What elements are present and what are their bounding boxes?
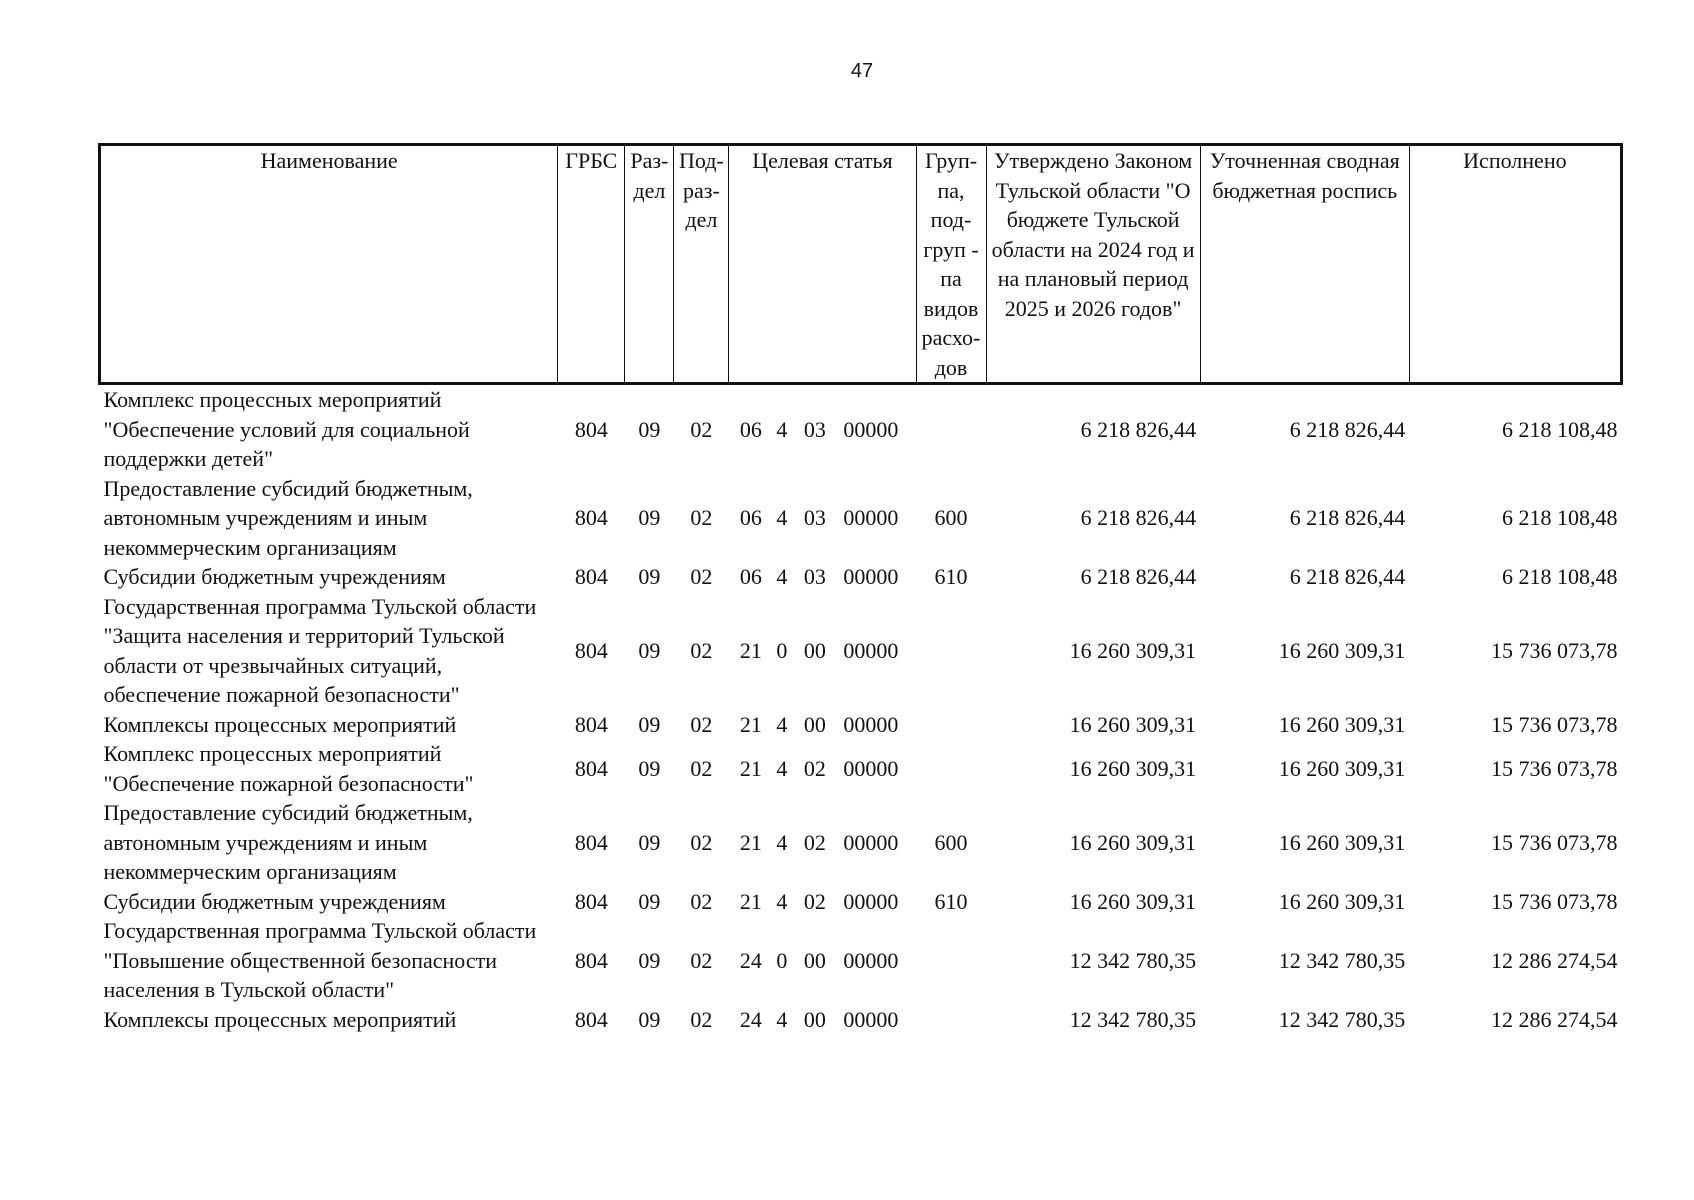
row-razdel: 09: [638, 829, 661, 855]
row-specified: 6 218 826,44: [1289, 564, 1406, 589]
row-approved: 16 260 309,31: [1069, 637, 1197, 663]
table-body: [100, 384, 1622, 1035]
row-specified: 16 260 309,31: [1278, 829, 1406, 855]
row-grbs: 804: [574, 505, 608, 530]
row-target-article: [729, 887, 916, 917]
row-expense-group: 610: [934, 564, 968, 589]
table-row: [100, 798, 1622, 887]
cs-program: 06: [739, 416, 762, 442]
cs-subprogram: 03: [803, 416, 826, 442]
row-expense-group: 610: [934, 888, 968, 914]
row-approved: 12 342 780,35: [1069, 947, 1197, 973]
row-target-article: [729, 474, 916, 563]
row-target-article: [729, 384, 916, 474]
row-executed: 6 218 108,48: [1502, 564, 1618, 589]
cs-subprogram: 00: [803, 947, 826, 973]
cs-program: 21: [739, 829, 762, 855]
cs-program: 06: [739, 564, 762, 589]
row-specified: 12 342 780,35: [1278, 1006, 1406, 1032]
row-podrazdel: 02: [690, 1006, 713, 1032]
row-executed: 15 736 073,78: [1491, 755, 1618, 781]
row-approved: 16 260 309,31: [1069, 888, 1197, 914]
cs-direction: 00000: [843, 755, 899, 781]
cs-program: 06: [739, 505, 762, 530]
cs-program: 21: [739, 755, 762, 781]
row-podrazdel: 02: [690, 505, 713, 530]
row-razdel: 09: [638, 755, 661, 781]
row-razdel: 09: [638, 564, 661, 589]
row-grbs: 804: [574, 755, 608, 781]
table-row: [100, 916, 1622, 1005]
row-name: Субсидии бюджетным учреждениям: [103, 888, 446, 914]
row-name: Комплекс процессных мероприятий "Обеспечение условий для социальной поддержки детей": [103, 387, 470, 471]
row-grbs: 804: [574, 637, 608, 663]
cs-direction: 00000: [843, 416, 899, 442]
row-expense-group: 600: [934, 829, 968, 855]
cs-type: 0: [776, 637, 788, 663]
row-expense-group: [916, 1005, 986, 1035]
row-name: Комплекс процессных мероприятий "Обеспечение пожарной безопасности": [103, 741, 474, 796]
row-target-article: [729, 1005, 916, 1035]
row-grbs: 804: [574, 711, 608, 737]
row-razdel: 09: [638, 888, 661, 914]
row-executed: 12 286 274,54: [1491, 1006, 1618, 1032]
row-expense-group: [916, 739, 986, 798]
row-target-article: [729, 916, 916, 1005]
row-target-article: [729, 710, 916, 740]
cs-type: 4: [776, 829, 788, 855]
table-row: [100, 562, 1622, 592]
row-name: Предоставление субсидий бюджетным, автономным учреждениям и иным некоммерческим организациям: [103, 800, 473, 884]
cs-subprogram: 02: [803, 829, 826, 855]
row-target-article: [729, 592, 916, 710]
row-razdel: 09: [638, 947, 661, 973]
row-name: Предоставление субсидий бюджетным, автономным учреждениям и иным некоммерческим организациям: [103, 475, 473, 560]
row-podrazdel: 02: [690, 637, 713, 663]
header-target-article: Целевая статья: [729, 145, 916, 384]
row-approved: 16 260 309,31: [1069, 755, 1197, 781]
row-grbs: 804: [574, 416, 608, 442]
cs-type: 4: [776, 564, 788, 589]
page-number: 47: [850, 60, 874, 82]
row-specified: 6 218 826,44: [1289, 505, 1406, 530]
row-executed: 15 736 073,78: [1491, 711, 1618, 737]
row-podrazdel: 02: [690, 888, 713, 914]
cs-direction: 00000: [843, 637, 899, 663]
cs-direction: 00000: [843, 947, 899, 973]
header-grbs: ГРБС: [558, 145, 625, 384]
row-executed: 6 218 108,48: [1502, 505, 1618, 530]
header-razdel: Раз- дел: [625, 145, 674, 384]
cs-subprogram: 02: [803, 755, 826, 781]
row-executed: 15 736 073,78: [1491, 888, 1618, 914]
cs-type: 4: [776, 505, 788, 530]
table-row: [100, 474, 1622, 563]
row-razdel: 09: [638, 637, 661, 663]
header-name: Наименование: [100, 145, 558, 384]
row-podrazdel: 02: [690, 564, 713, 589]
cs-direction: 00000: [843, 505, 899, 530]
row-specified: 16 260 309,31: [1278, 888, 1406, 914]
row-target-article: [729, 739, 916, 798]
header-executed: Исполнено: [1409, 145, 1621, 384]
cs-direction: 00000: [843, 1006, 899, 1032]
row-razdel: 09: [638, 505, 661, 530]
table-row: [100, 592, 1622, 710]
row-executed: 12 286 274,54: [1491, 947, 1618, 973]
row-approved: 12 342 780,35: [1069, 1006, 1197, 1032]
row-approved: 16 260 309,31: [1069, 829, 1197, 855]
table-row: [100, 710, 1622, 740]
cs-program: 21: [739, 888, 762, 914]
cs-type: 4: [776, 416, 788, 442]
row-name: Государственная программа Тульской области "Защита населения и территорий Тульской области от чрезвычайных ситуаций, обеспечение пожарной безопасности": [103, 593, 537, 707]
cs-direction: 00000: [843, 711, 899, 737]
cs-program: 24: [739, 947, 762, 973]
cs-subprogram: 03: [803, 564, 826, 589]
row-expense-group: 600: [934, 505, 968, 530]
row-razdel: 09: [638, 416, 661, 442]
row-podrazdel: 02: [690, 947, 713, 973]
row-grbs: 804: [574, 1006, 608, 1032]
row-approved: 6 218 826,44: [1080, 416, 1197, 442]
table-row: [100, 739, 1622, 798]
row-approved: 16 260 309,31: [1069, 711, 1197, 737]
row-podrazdel: 02: [690, 711, 713, 737]
cs-subprogram: 03: [803, 505, 826, 530]
row-grbs: 804: [574, 829, 608, 855]
row-grbs: 804: [574, 947, 608, 973]
row-specified: 6 218 826,44: [1289, 416, 1406, 442]
row-grbs: 804: [574, 564, 608, 589]
row-executed: 15 736 073,78: [1491, 829, 1618, 855]
row-specified: 16 260 309,31: [1278, 637, 1406, 663]
cs-subprogram: 02: [803, 888, 826, 914]
cs-program: 24: [739, 1006, 762, 1032]
header-specified: Уточненная сводная бюджетная роспись: [1200, 145, 1409, 384]
header-podrazdel: Под- раз- дел: [674, 145, 729, 384]
cs-type: 4: [776, 755, 788, 781]
cs-direction: 00000: [843, 888, 899, 914]
row-expense-group: [916, 710, 986, 740]
table-row: [100, 1005, 1622, 1035]
table-header: [100, 145, 1622, 384]
row-specified: 12 342 780,35: [1278, 947, 1406, 973]
row-podrazdel: 02: [690, 755, 713, 781]
budget-table: [98, 143, 1623, 1034]
row-podrazdel: 02: [690, 416, 713, 442]
cs-type: 4: [776, 1006, 788, 1032]
header-expense-group: Груп- па, под- груп - па видов расхо- дов: [916, 145, 986, 384]
row-podrazdel: 02: [690, 829, 713, 855]
row-name: Субсидии бюджетным учреждениям: [103, 564, 446, 589]
cs-subprogram: 00: [803, 1006, 826, 1032]
cs-program: 21: [739, 711, 762, 737]
row-target-article: [729, 562, 916, 592]
table-row: [100, 887, 1622, 917]
row-expense-group: [916, 592, 986, 710]
row-target-article: [729, 798, 916, 887]
row-executed: 15 736 073,78: [1491, 637, 1618, 663]
row-name: Комплексы процессных мероприятий: [103, 711, 457, 737]
header-approved: Утверждено Законом Тульской области "О бюджете Тульской области на 2024 год и на плановый период 2025 и 2026 годов": [986, 145, 1200, 384]
cs-type: 4: [776, 888, 788, 914]
cs-program: 21: [739, 637, 762, 663]
row-name: Государственная программа Тульской области "Повышение общественной безопасности населения в Тульской области": [103, 918, 537, 1002]
row-executed: 6 218 108,48: [1502, 416, 1618, 442]
row-expense-group: [916, 384, 986, 474]
row-approved: 6 218 826,44: [1080, 564, 1197, 589]
row-razdel: 09: [638, 711, 661, 737]
cs-type: 0: [776, 947, 788, 973]
row-expense-group: [916, 916, 986, 1005]
row-grbs: 804: [574, 888, 608, 914]
cs-subprogram: 00: [803, 637, 826, 663]
row-razdel: 09: [638, 1006, 661, 1032]
row-specified: 16 260 309,31: [1278, 711, 1406, 737]
row-name: Комплексы процессных мероприятий: [103, 1006, 457, 1032]
cs-direction: 00000: [843, 829, 899, 855]
cs-direction: 00000: [843, 564, 899, 589]
row-specified: 16 260 309,31: [1278, 755, 1406, 781]
cs-type: 4: [776, 711, 788, 737]
table-row: [100, 384, 1622, 474]
row-approved: 6 218 826,44: [1080, 505, 1197, 530]
cs-subprogram: 00: [803, 711, 826, 737]
